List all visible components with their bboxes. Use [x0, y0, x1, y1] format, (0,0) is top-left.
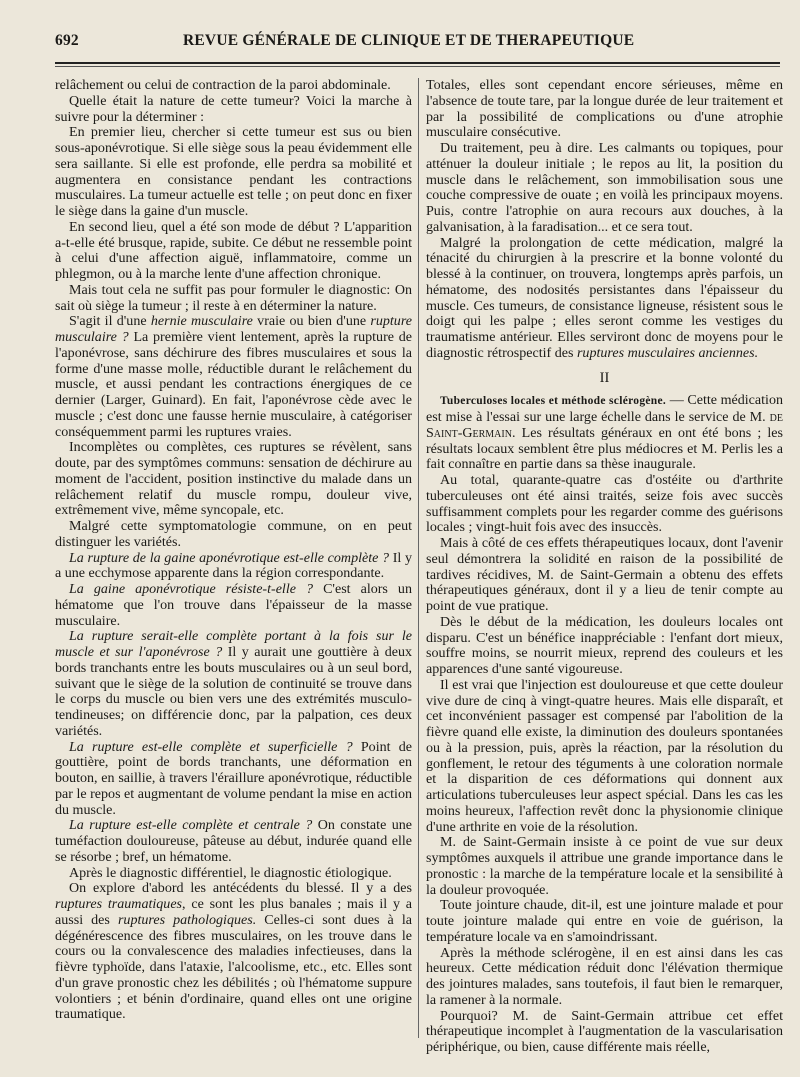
running-title: REVUE GÉNÉRALE DE CLINIQUE ET DE THERAPEUTIQUE	[183, 32, 635, 49]
paragraph: Incomplètes ou complètes, ces ruptures se révèlent, sans doute, par des symptômes communs: sensation de déchirure au moment de l'accident, position instinctive du malade dans un relâchement relatif du muscle rompu, douleur vive, extrêmement vive, même syncopale, etc.	[55, 439, 412, 519]
paragraph	[55, 314, 412, 440]
text-run: On explore d'abord les antécédents du blessé. Il y a des	[69, 880, 412, 897]
paragraph: relâchement ou celui de contraction de la paroi abdominale.	[55, 78, 391, 93]
section-number: II	[599, 369, 610, 386]
page-number: 692	[55, 32, 79, 49]
paragraph: Mais à côté de ces effets thérapeutiques locaux, dont l'avenir seul démontrera la solidité en raison de la possibilité de tardives récidives, M. de Saint-Germain a obtenu des effets thérapeutiques généraux, dont il y a lieu de tenir compte au point de vue pratique.	[426, 535, 783, 614]
paragraph	[426, 393, 783, 473]
text-run: C'est alors un hématome que l'on trouve dans l'épaisseur de la masse musculaire.	[55, 581, 412, 629]
right-column	[426, 78, 783, 1063]
paragraph: Malgré cette symptomatologie commune, on en peut distinguer les variétés.	[55, 518, 412, 550]
text-run: La première vient lentement, après la rupture de l'aponévrose, sans déchirure des fibres musculaires et sous la forme d'une masse molle, réductible durant le relâchement du muscle, et aussi pendant les contractions énergiques de ce dernier (Larger, Guinard). En fait, l'aponévrose cède avec le muscle ; c'est donc une fausse hernie musculaire, à catégoriser conséquemment parmi les ruptures vraies.	[55, 329, 412, 440]
paragraph: Mais tout cela ne suffit pas pour formuler le diagnostic: On sait où siège la tumeur ; il reste à en déterminer la nature.	[55, 281, 412, 314]
italic-question: La rupture est-elle complète et superficielle ?	[69, 738, 353, 755]
paragraph: En premier lieu, chercher si cette tumeur est sus ou bien sous-aponévrotique. Si elle siège sous la peau évidemment elle sera saillante. Si elle est profonde, elle perdra sa mobilité et augmentera en consistance pendant les contractions musculaires. La tumeur actuelle est telle ; on peut donc en fixer le siège dans la gaine d'un muscle.	[55, 124, 412, 219]
text-run: Il y a une ecchymose apparente dans la région correspondante.	[55, 549, 412, 582]
italic-question: La rupture serait-elle complète portant à la fois sur le muscle et sur l'aponévrose ?	[55, 628, 412, 660]
italic-question: La rupture de la gaine aponévrotique est-elle complète ?	[69, 549, 390, 566]
paragraph: Pourquoi? M. de Saint-Germain attribue cet effet thérapeutique incomplet à l'augmentation de la vascularisation périphérique, ou bien, cause différente mais réelle,	[426, 1007, 783, 1055]
italic-question: La gaine aponévrotique résiste-t-elle ?	[69, 581, 314, 597]
paragraph	[55, 582, 412, 629]
text-run: Malgré la prolongation de cette médication, malgré la ténacité du chirurgien à la prescrire et la bonne volonté du blessé à la continuer, on trouvera, longtemps après parfois, un hématome, des nodosités persistantes dans l'épaisseur du muscle. Ces tumeurs, de consistance ligneuse, résistent sous le doigt qui les palpe ; elles seront comme les vestiges du traumatisme antérieur. Elles serviront donc de moyens pour le diagnostic rétrospectif des	[426, 234, 783, 361]
text-run: , ce sont les plus banales ; mais il y a aussi des	[55, 896, 412, 928]
page-header	[55, 30, 775, 54]
italic-term: rupture musculaire ?	[55, 313, 412, 345]
italic-term: ruptures musculaires anciennes.	[576, 344, 759, 361]
text-run: — Cette médication est mise à l'essai sur une large échelle dans le service de M.	[426, 392, 783, 425]
left-column	[55, 78, 412, 1063]
small-caps-name: de Saint-Germain	[426, 409, 783, 441]
paragraph: Toute jointure chaude, dit-il, est une jointure malade et pour toute jointure malade qui entre en voie de guérison, la température locale va en s'amoindrissant.	[426, 897, 783, 945]
paragraph	[55, 740, 412, 819]
paragraph: Dès le début de la médication, les douleurs locales ont disparu. C'est un bénéfice inappréciable : l'enfant dort mieux, souffre moins, se nourrit mieux, reprend des couleurs et les apparences d'une santé vigoureuse.	[426, 613, 783, 677]
text-run: vraie ou bien d'une	[252, 313, 371, 330]
paragraph	[55, 629, 412, 739]
header-rule	[55, 62, 780, 64]
section-heading: Tuberculoses locales et méthode sclérogène.	[440, 395, 667, 408]
text-run: . Les résultats généraux en ont été bons ; les résultats locaux semblent être plus médiocres et M. Perlis les a fait connaître en partie dans sa thèse inaugurale.	[426, 424, 783, 473]
paragraph: Quelle était la nature de cette tumeur? Voici la marche à suivre pour la déterminer :	[55, 92, 412, 125]
paragraph: Après le diagnostic différentiel, le diagnostic étiologique.	[69, 864, 392, 881]
paragraph: Du traitement, peu à dire. Les calmants ou topiques, pour atténuer la douleur initiale ; le repos au lit, la position du muscle dans le relâchement, son immobilisation sous une couche compressive de ouate ; en voilà les principaux moyens. Puis, contre l'atrophie on aura recours aux douches, à la galvanisation, à la faradisation... et ce sera tout.	[426, 140, 783, 235]
paragraph: En second lieu, quel a été son mode de début ? L'apparition a-t-elle été brusque, rapide, subite. Ce début ne ressemble point à celui d'une affection aiguë, inflammatoire, comme un phlegmon, ou à la marche lente d'une affection chronique.	[55, 218, 412, 282]
paragraph: Après la méthode sclérogène, il en est ainsi dans les cas heureux. Cette médication réduit donc l'élévation thermique des jointures malades, sans toutefois, il faut bien le remarquer, la ramener à la normale.	[426, 944, 783, 1008]
text-run: Il y aurait une gouttière à deux bords tranchants entre les bouts musculaires ou à un seul bord, suivant que le siège de la solution de continuité se trouve dans le corps du muscle ou bien vers une des extrémités musculo-tendineuses; on différencie donc, par la palpation, ces deux variétés.	[55, 644, 412, 739]
text-run: On constate une tuméfaction douloureuse, pâteuse au début, indurée quand elle se résorbe ; bref, un hématome.	[55, 817, 412, 865]
italic-term: ruptures traumatiques	[55, 896, 183, 912]
paragraph: Totales, elles sont cependant encore sérieuses, même en l'absence de toute tare, par la longue durée de leur traitement et par la possibilité de complications ou d'une atrophie musculaire consécutive.	[426, 78, 783, 141]
paragraph: Il est vrai que l'injection est douloureuse et que cette douleur vive dure de cinq à vingt-quatre heures. Mais elle disparaît, et cet inconvénient passager est compensé par l'abolition de la fièvre quand elle existe, la diminution des douleurs spontanées ou à la pression, puis, après la réaction, par la résolution du gonflement, le retour des téguments à une coloration normale et la disparition de ces déformations qui donnent aux articulations tuberculeuses leur aspect spécial. Dans les cas les moins heureux, l'affection revêt donc la physionomie clinique d'une arthrite en voie de la résolution.	[426, 676, 783, 835]
paragraph: Au total, quarante-quatre cas d'ostéite ou d'arthrite tuberculeuses ont été ainsi traités, seize fois avec succès suffisamment complets pour les regarder comme des guérisons locales ; vingt-huit fois avec des insuccès.	[426, 472, 783, 536]
header-rule-thin	[55, 66, 780, 67]
text-run: S'agit il d'une	[69, 313, 151, 330]
text-run: Celles-ci sont dues à la dégénérescence des fibres musculaires, on les trouve dans le cours ou la convalescence des maladies infectieuses, dans la fièvre typhoïde, dans l'ataxie, l'alcoolisme, etc., etc. Elles sont d'un grave pronostic chez les débilités ; où l'hématome suppure volontiers ; et bénin d'ordinaire, quand elles ont une origine traumatique.	[55, 911, 412, 1023]
italic-term: ruptures pathologiques.	[117, 911, 257, 928]
italic-term: hernie musculaire	[150, 313, 253, 330]
paragraph	[55, 881, 412, 1023]
paragraph	[55, 551, 412, 583]
column-divider	[418, 78, 419, 1038]
paragraph: M. de Saint-Germain insiste à ce point de vue sur deux symptômes auxquels il attribue une grande importance dans le pronostic : la marche de la température locale et la sensibilité à la douleur provoquée.	[426, 834, 783, 898]
paragraph	[55, 818, 412, 865]
text-run: Point de gouttière, point de bords tranchants, une déformation en bouton, en saillie, à travers l'éraillure aponévrotique, réductible par le repos et augmentant de volume pendant la mise en action du muscle.	[55, 738, 412, 818]
italic-question: La rupture est-elle complète et centrale ?	[69, 817, 313, 834]
paragraph	[426, 236, 783, 362]
